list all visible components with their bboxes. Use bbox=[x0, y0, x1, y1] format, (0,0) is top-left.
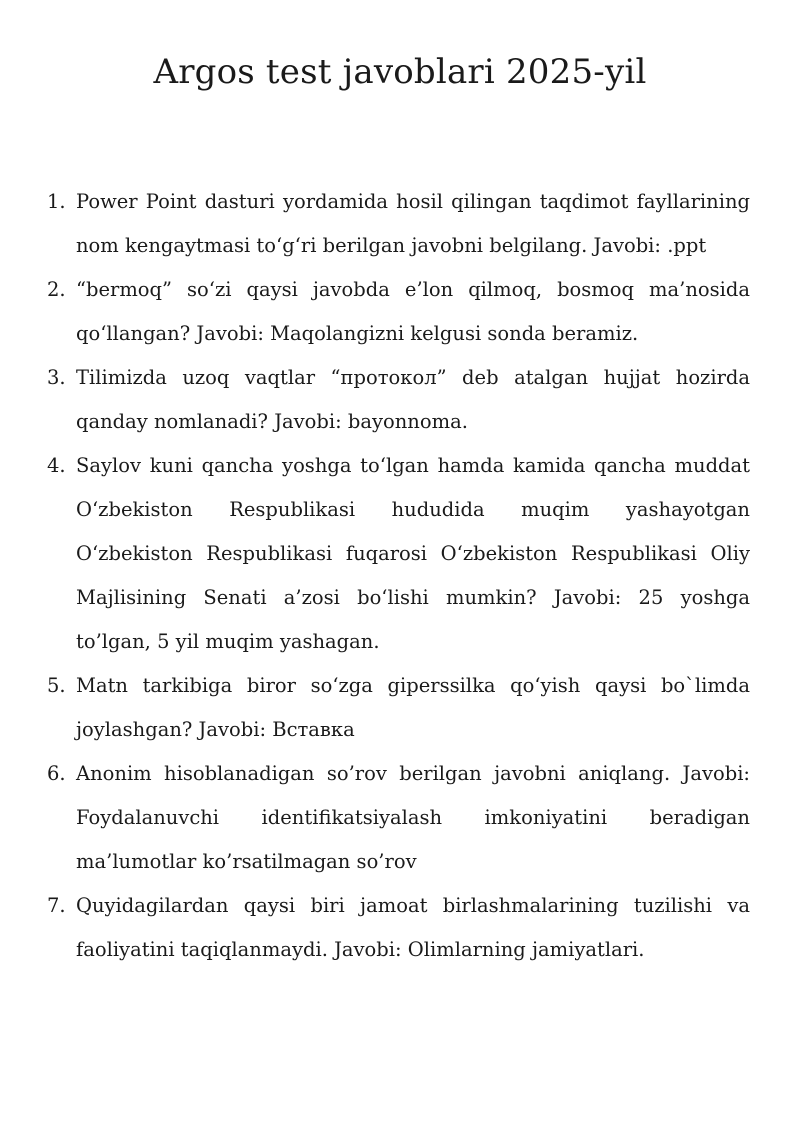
item-number: 1. bbox=[47, 190, 66, 213]
item-number: 3. bbox=[47, 366, 66, 389]
list-item bbox=[47, 664, 750, 752]
list-item bbox=[47, 752, 750, 884]
item-text: Tilimizda uzoq vaqtlar “протокол” deb atalgan hujjat hozirda qanday nomlanadi? Javobi: bayonnoma. bbox=[76, 366, 750, 433]
item-number: 7. bbox=[47, 894, 66, 917]
item-text: Quyidagilardan qaysi biri jamoat birlashmalarining tuzilishi va faoliyatini taqiqlanmaydi. Javobi: Olimlarning jamiyatlari. bbox=[76, 894, 750, 961]
item-number: 5. bbox=[47, 674, 66, 697]
question-list bbox=[47, 180, 750, 972]
item-number: 6. bbox=[47, 762, 66, 785]
item-text: “bermoq” so‘zi qaysi javobda e’lon qilmoq, bosmoq ma’nosida qo‘llangan? Javobi: Maqolangizni kelgusi sonda beramiz. bbox=[76, 278, 750, 345]
list-item bbox=[47, 356, 750, 444]
list-item bbox=[47, 180, 750, 268]
item-number: 4. bbox=[47, 454, 66, 477]
item-number: 2. bbox=[47, 278, 66, 301]
list-item bbox=[47, 884, 750, 972]
item-text: Anonim hisoblanadigan so’rov berilgan javobni aniqlang. Javobi: Foydalanuvchi identifikatsiyalash imkoniyatini beradigan ma’lumotlar ko’rsatilmagan so’rov bbox=[76, 762, 750, 873]
page-title: Argos test javoblari 2025-yil bbox=[153, 52, 647, 92]
item-text: Matn tarkibiga biror so‘zga giperssilka qo‘yish qaysi bo`limda joylashgan? Javobi: Вставка bbox=[76, 674, 750, 741]
item-text: Power Point dasturi yordamida hosil qilingan taqdimot fayllarining nom kengaytmasi to‘g‘ri berilgan javobni belgilang. Javobi: .ppt bbox=[76, 190, 750, 257]
list-item bbox=[47, 268, 750, 356]
list-item bbox=[47, 444, 750, 664]
item-text: Saylov kuni qancha yoshga to‘lgan hamda kamida qancha muddat O‘zbekiston Respublikasi hududida muqim yashayotgan O‘zbekiston Respublikasi fuqarosi O‘zbekiston Respublikasi Oliy Majlisining Senati a’zosi bo‘lishi mumkin? Javobi: 25 yoshga to’lgan, 5 yil muqim yashagan. bbox=[76, 454, 750, 653]
